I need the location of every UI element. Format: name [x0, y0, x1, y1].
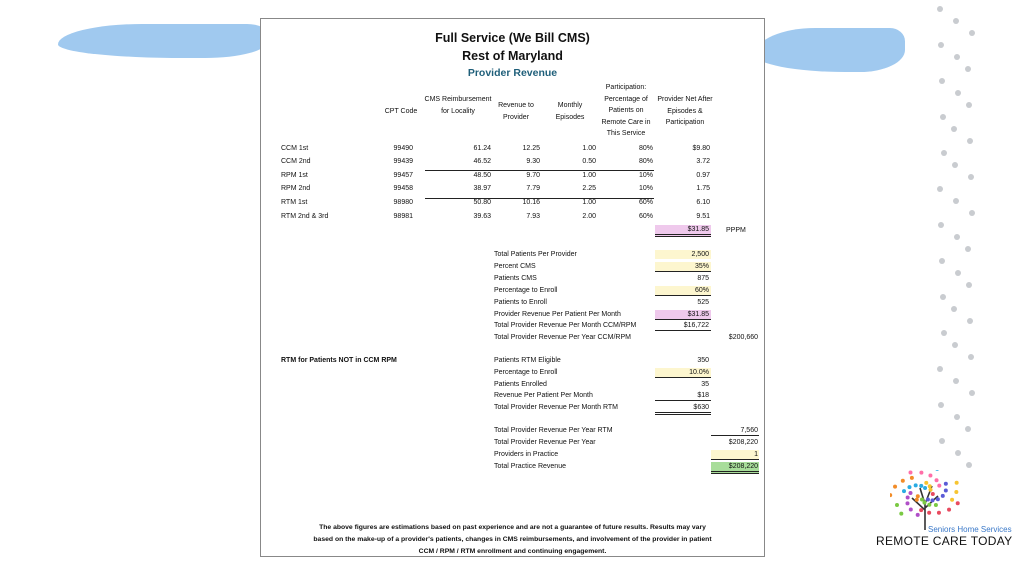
summary-label: Total Provider Revenue Per Year RTM: [494, 427, 613, 434]
summary-value: $630: [655, 403, 711, 415]
col-header-cpt: CPT Code: [384, 108, 418, 115]
summary-label: Total Practice Revenue: [494, 463, 566, 470]
decorative-dot: [941, 150, 947, 156]
document-title: Full Service (We Bill CMS): [435, 31, 590, 45]
heart-leaf: [895, 503, 899, 507]
revenue-to-provider: 12.25: [522, 145, 540, 152]
row-label: CCM 2nd: [281, 158, 311, 165]
decorative-dot: [939, 258, 945, 264]
heart-leaf: [955, 481, 959, 485]
heart-leaf: [954, 490, 958, 494]
revenue-to-provider: 7.79: [526, 185, 540, 192]
decorative-dot: [969, 210, 975, 216]
row-label: CCM 1st: [281, 145, 309, 152]
divider: [425, 170, 654, 171]
decorative-dot: [955, 450, 961, 456]
heart-leaf: [901, 479, 905, 483]
summary-value: $18: [655, 391, 711, 401]
participation: 10%: [638, 185, 653, 192]
monthly-episodes: 1.00: [582, 199, 596, 206]
cms-reimbursement: 46.52: [473, 158, 491, 165]
summary-value: 350: [697, 357, 709, 364]
summary-label: Provider Revenue Per Patient Per Month: [494, 311, 621, 318]
heart-leaf: [914, 483, 918, 487]
decorative-brush-left: [58, 24, 268, 58]
summary-value: $208,220: [711, 462, 759, 474]
tree-icon: [890, 470, 960, 530]
provider-net: 6.10: [696, 199, 710, 206]
heart-leaf: [890, 493, 892, 497]
summary-value: $208,220: [728, 439, 758, 446]
disclaimer-line: based on the make-up of a provider's patients, changes in CMS reimbursements, and involvement of the provider in patient: [313, 536, 712, 543]
col-header-participation: Participation: Percentage of Patients on Remote Care in This Service: [601, 84, 651, 137]
heart-leaf: [924, 481, 928, 485]
heart-leaf: [928, 484, 932, 488]
decorative-dot: [938, 402, 944, 408]
summary-label: Total Provider Revenue Per Year CCM/RPM: [494, 334, 631, 341]
decorative-dot: [937, 366, 943, 372]
heart-leaf: [919, 508, 923, 512]
disclaimer-line: The above figures are estimations based on past experience and are not a guarantee of future results. Results may vary: [319, 524, 706, 531]
decorative-dot: [953, 198, 959, 204]
disclaimer-line: CCM / RPM / RTM enrollment and continuing engagement.: [418, 548, 607, 555]
summary-value: 60%: [655, 286, 711, 296]
row-label: RPM 2nd: [281, 185, 311, 192]
revenue-to-provider: 10.16: [522, 199, 540, 206]
revenue-to-provider: 7.93: [526, 213, 540, 220]
heart-leaf: [935, 470, 939, 471]
decorative-dot: [969, 390, 975, 396]
decorative-dot: [938, 222, 944, 228]
monthly-episodes: 2.00: [582, 213, 596, 220]
document-subtitle: Rest of Maryland: [462, 49, 563, 63]
net-total: $31.85: [655, 225, 711, 237]
revenue-to-provider: 9.70: [526, 172, 540, 179]
summary-label: Percentage to Enroll: [494, 369, 558, 376]
decorative-dot: [965, 246, 971, 252]
spreadsheet-document: [260, 18, 765, 557]
summary-value: 35%: [655, 262, 711, 272]
heart-leaf: [916, 513, 920, 517]
monthly-episodes: 0.50: [582, 158, 596, 165]
provider-net: 1.75: [696, 185, 710, 192]
summary-value: $16,722: [655, 321, 711, 331]
summary-label: Providers in Practice: [494, 451, 559, 458]
decorative-dot: [951, 126, 957, 132]
heart-leaf: [916, 494, 920, 498]
summary-label: Patients Enrolled: [494, 381, 547, 388]
decorative-dot: [937, 6, 943, 12]
heart-leaf: [934, 503, 938, 507]
summary-label: Total Provider Revenue Per Month RTM: [494, 404, 618, 411]
cpt-code: 98980: [393, 199, 413, 206]
section-title: Provider Revenue: [467, 67, 558, 79]
col-header-cms: CMS Reimbursement for Locality: [424, 96, 492, 115]
revenue-to-provider: 9.30: [526, 158, 540, 165]
decorative-dot: [951, 306, 957, 312]
summary-label: Revenue Per Patient Per Month: [494, 392, 593, 399]
cms-reimbursement: 39.63: [473, 213, 491, 220]
provider-net: $9.80: [692, 145, 710, 152]
decorative-dot: [966, 102, 972, 108]
company-logo: [868, 470, 1018, 550]
provider-net: 3.72: [696, 158, 710, 165]
summary-label: Patients to Enroll: [494, 299, 547, 306]
decorative-dot: [953, 18, 959, 24]
cpt-code: 99457: [393, 172, 413, 179]
heart-leaf: [927, 511, 931, 515]
decorative-dot: [941, 330, 947, 336]
heart-leaf: [919, 471, 923, 475]
heart-leaf: [905, 501, 909, 505]
decorative-dot: [966, 282, 972, 288]
cms-reimbursement: 38.97: [473, 185, 491, 192]
participation: 60%: [638, 199, 653, 206]
summary-value: 1: [711, 450, 759, 460]
row-label: RTM 1st: [281, 199, 308, 206]
heart-leaf: [893, 485, 897, 489]
decorative-dot: [969, 30, 975, 36]
decorative-dot: [954, 54, 960, 60]
col-header-episodes: Monthly Episodes: [555, 102, 585, 121]
decorative-dot: [952, 342, 958, 348]
decorative-dot: [952, 162, 958, 168]
summary-label: Patients CMS: [494, 275, 537, 282]
heart-leaf: [902, 489, 906, 493]
cpt-code: 99439: [393, 158, 413, 165]
heart-leaf: [910, 476, 914, 480]
monthly-episodes: 1.00: [582, 172, 596, 179]
monthly-episodes: 2.25: [582, 185, 596, 192]
summary-label: Percentage to Enroll: [494, 287, 558, 294]
participation: 80%: [638, 158, 653, 165]
summary-label: Total Provider Revenue Per Year: [494, 439, 596, 446]
heart-leaf: [931, 492, 935, 496]
decorative-dot: [968, 174, 974, 180]
decorative-dot: [940, 294, 946, 300]
heart-leaf: [909, 471, 913, 475]
heart-leaf: [941, 494, 945, 498]
heart-leaf: [950, 498, 954, 502]
decorative-dot: [966, 462, 972, 468]
cpt-code: 98981: [393, 213, 413, 220]
participation: 80%: [638, 145, 653, 152]
heart-leaf: [907, 485, 911, 489]
decorative-dot: [967, 138, 973, 144]
divider: [425, 198, 654, 199]
decorative-dot: [939, 78, 945, 84]
monthly-episodes: 1.00: [582, 145, 596, 152]
row-label: RPM 1st: [281, 172, 308, 179]
heart-leaf: [923, 486, 927, 490]
cms-reimbursement: 50.80: [473, 199, 491, 206]
decorative-dot: [954, 234, 960, 240]
heart-leaf: [915, 498, 919, 502]
decorative-dot: [955, 90, 961, 96]
summary-value: 875: [697, 275, 709, 282]
heart-leaf: [936, 497, 940, 501]
cpt-code: 99458: [393, 185, 413, 192]
provider-net: 0.97: [696, 172, 710, 179]
summary-value: $31.85: [655, 310, 711, 320]
heart-leaf: [931, 498, 935, 502]
heart-leaf: [956, 501, 960, 505]
heart-leaf: [937, 511, 941, 515]
decorative-dot: [953, 378, 959, 384]
heart-leaf: [920, 498, 924, 502]
summary-label: Patients RTM Eligible: [494, 357, 561, 364]
decorative-dot: [967, 318, 973, 324]
summary-value: 35: [701, 381, 709, 388]
heart-leaf: [929, 488, 933, 492]
row-label: RTM 2nd & 3rd: [281, 213, 329, 220]
decorative-dot: [968, 354, 974, 360]
heart-leaf: [927, 503, 931, 507]
heart-leaf: [944, 482, 948, 486]
summary-value: $200,660: [728, 334, 758, 341]
col-header-revenue: Revenue to Provider: [498, 102, 534, 121]
participation: 10%: [638, 172, 653, 179]
summary-value: 2,500: [655, 250, 711, 259]
summary-value: 10.0%: [655, 368, 711, 378]
logo-tagline: Seniors Home Services: [928, 525, 1012, 534]
net-total-unit: PPPM: [726, 227, 746, 234]
summary-label: Total Patients Per Provider: [494, 251, 577, 258]
cms-reimbursement: 61.24: [473, 145, 491, 152]
decorative-brush-right: [755, 28, 905, 72]
decorative-dot: [965, 426, 971, 432]
cpt-code: 99490: [393, 145, 413, 152]
decorative-dot: [938, 42, 944, 48]
logo-name: REMOTE CARE TODAY: [876, 534, 1013, 548]
summary-value: 7,560: [711, 426, 759, 436]
decorative-dot: [940, 114, 946, 120]
summary-label: Percent CMS: [494, 263, 536, 270]
heart-leaf: [935, 478, 939, 482]
heart-leaf: [928, 473, 932, 477]
rtm-heading: RTM for Patients NOT in CCM RPM: [281, 357, 397, 364]
decorative-dot: [954, 414, 960, 420]
heart-leaf: [947, 508, 951, 512]
summary-value: 525: [697, 299, 709, 306]
heart-leaf: [926, 498, 930, 502]
summary-label: Total Provider Revenue Per Month CCM/RPM: [494, 322, 637, 329]
participation: 60%: [638, 213, 653, 220]
heart-leaf: [937, 484, 941, 488]
col-header-net: Provider Net After Episodes & Participation: [657, 96, 713, 126]
heart-leaf: [909, 508, 913, 512]
cms-reimbursement: 48.50: [473, 172, 491, 179]
heart-leaf: [906, 496, 910, 500]
heart-leaf: [944, 488, 948, 492]
heart-leaf: [919, 484, 923, 488]
heart-leaf: [909, 491, 913, 495]
heart-leaf: [899, 512, 903, 516]
disclaimer: [261, 522, 764, 558]
decorative-dot: [965, 66, 971, 72]
decorative-dot: [939, 438, 945, 444]
decorative-dot: [937, 186, 943, 192]
decorative-dot: [955, 270, 961, 276]
provider-net: 9.51: [696, 213, 710, 220]
